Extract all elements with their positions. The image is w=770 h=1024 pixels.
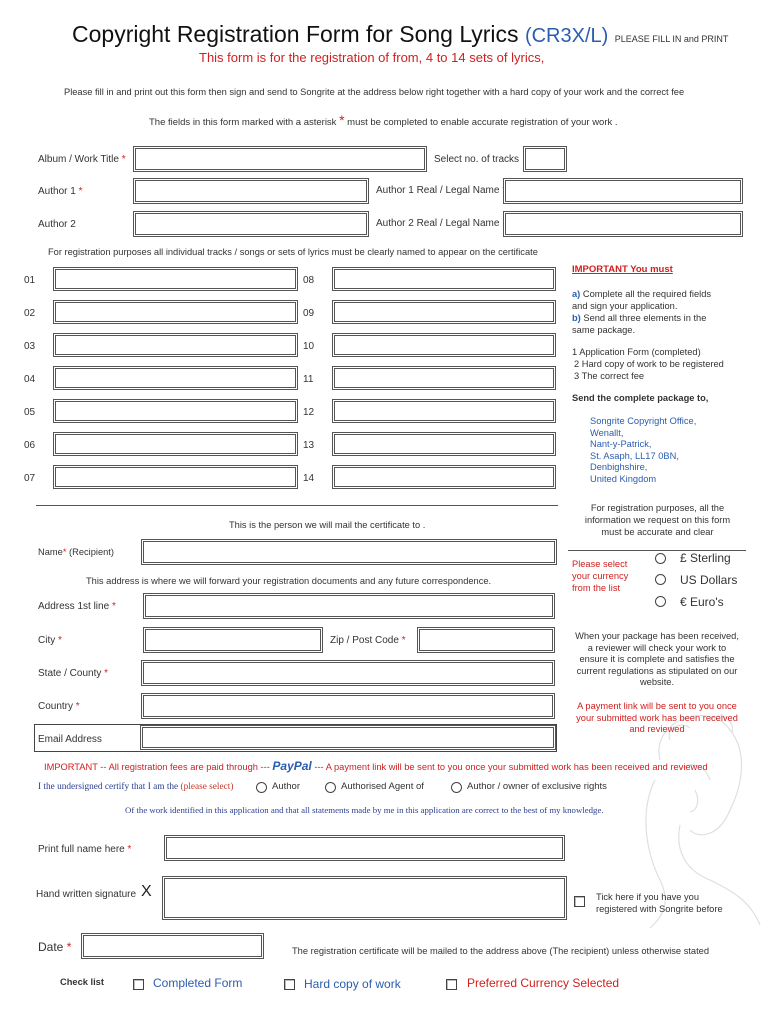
payment-note: IMPORTANT -- All registration fees are paid through --- PayPal --- A payment link will be sent to you once your submitted work has been received and reviewed <box>44 759 708 773</box>
checklist-hard-copy-checkbox[interactable] <box>284 979 295 990</box>
certify-lead: I the undersigned certify that I am the (please select) <box>38 782 234 792</box>
fill-print-note: PLEASE FILL IN and PRINT <box>614 34 729 44</box>
city-label: City * <box>38 635 62 646</box>
track-number-label: 11 <box>303 374 314 385</box>
certificate-mail-note: The registration certificate will be mailed to the address above (The recipient) unless otherwise stated <box>292 946 710 956</box>
asterisk-mark: * <box>339 112 345 128</box>
print-name-label: Print full name here * <box>38 844 132 855</box>
track-number-label: 04 <box>24 374 36 385</box>
registered-before-checkbox[interactable] <box>574 896 585 907</box>
address1-input[interactable] <box>143 593 555 619</box>
name-label: Name* (Recipient) <box>38 547 114 557</box>
zip-label: Zip / Post Code * <box>330 635 406 646</box>
track-title-input[interactable] <box>332 399 556 423</box>
signature-x-mark: X <box>141 883 152 900</box>
accuracy-note: For registration purposes, all the information we request on this form must be accurate and clear <box>584 503 731 537</box>
form-code: (CR3X/L) <box>524 25 609 47</box>
zip-input[interactable] <box>417 627 555 653</box>
section-divider <box>36 505 558 506</box>
package-list <box>572 346 724 382</box>
author2-input[interactable] <box>133 211 369 237</box>
checklist-currency-label: Preferred Currency Selected <box>467 976 620 990</box>
select-tracks-label: Select no. of tracks <box>434 154 520 165</box>
currency-sterling-label: £ Sterling <box>680 551 731 565</box>
certify-author-label: Author <box>272 781 300 792</box>
track-title-input[interactable] <box>332 300 556 324</box>
checklist-completed-form-checkbox[interactable] <box>133 979 144 990</box>
tracks-count-input[interactable] <box>523 146 567 172</box>
track-title-input[interactable] <box>332 267 556 291</box>
track-title-input[interactable] <box>332 366 556 390</box>
track-title-input[interactable] <box>332 432 556 456</box>
intro-line-1: Please fill in and print out this form then sign and send to Songrite at the address below right together with a hard copy of your work and the correct fee <box>64 87 685 97</box>
album-input[interactable] <box>133 146 427 172</box>
currency-euro-radio[interactable] <box>655 596 666 607</box>
track-number-label: 09 <box>303 308 315 319</box>
package-item: 1 Application Form (completed) <box>572 347 701 357</box>
currency-euro-label: € Euro's <box>680 595 724 609</box>
author2-label: Author 2 <box>38 219 76 230</box>
intro-line-2: The fields in this form marked with a asterisk * must be completed to enable accurate registration of your work . <box>149 112 618 128</box>
track-title-input[interactable] <box>53 465 298 489</box>
signature-box[interactable] <box>162 876 567 920</box>
state-label: State / County * <box>38 668 109 679</box>
payment-link-note: A payment link will be sent to you once your submitted work has been received and reviewed <box>576 701 738 735</box>
review-note: When your package has been received, a reviewer will check your work to ensure it is complete and satisfies the current regulations as stipulated on our website. <box>575 631 739 688</box>
track-title-input[interactable] <box>53 300 298 324</box>
checklist-hard-copy-label: Hard copy of work <box>304 977 401 991</box>
paypal-brand: PayPal <box>272 759 312 773</box>
author1-input[interactable] <box>133 178 369 204</box>
author2-real-label: Author 2 Real / Legal Name <box>376 218 500 229</box>
track-number-label: 03 <box>24 341 36 352</box>
track-title-input[interactable] <box>332 465 556 489</box>
track-title-input[interactable] <box>332 333 556 357</box>
date-label: Date * <box>38 940 72 954</box>
track-number-label: 01 <box>24 275 36 286</box>
certify-statement: Of the work identified in this application and that all statements made by me in this application are correct to the best of my knowledge. <box>125 805 604 815</box>
tracks-note: For registration purposes all individual tracks / songs or sets of lyrics must be clearly named to appear on the certificate <box>48 247 538 257</box>
currency-sterling-radio[interactable] <box>655 553 666 564</box>
package-item: 3 The correct fee <box>574 371 645 381</box>
send-heading: Send the complete package to, <box>572 393 709 403</box>
author2-real-input[interactable] <box>503 211 743 237</box>
author1-real-input[interactable] <box>503 178 743 204</box>
author1-real-label: Author 1 Real / Legal Name <box>376 185 500 196</box>
certify-agent-label: Authorised Agent of <box>341 781 424 792</box>
certify-owner-label: Author / owner of exclusive rights <box>467 781 607 792</box>
address-note: This address is where we will forward your registration documents and any future correspondence. <box>86 576 492 586</box>
signature-label: Hand written signature <box>36 889 137 900</box>
author1-label: Author 1 * <box>38 186 83 197</box>
date-input[interactable] <box>81 933 264 959</box>
track-number-label: 12 <box>303 407 315 418</box>
track-number-label: 13 <box>303 440 315 451</box>
recipient-name-input[interactable] <box>141 539 557 565</box>
form-title: Copyright Registration Form for Song Lyrics (CR3X/L) PLEASE FILL IN and PRINT <box>72 21 729 47</box>
album-label: Album / Work Title * <box>38 154 126 165</box>
currency-prompt: Please select your currency from the list <box>572 559 629 593</box>
email-input[interactable] <box>140 725 556 750</box>
certify-owner-radio[interactable] <box>451 782 462 793</box>
mail-note: This is the person we will mail the certificate to . <box>229 520 426 530</box>
track-title-input[interactable] <box>53 366 298 390</box>
checklist-completed-form-label: Completed Form <box>153 976 243 990</box>
track-number-label: 08 <box>303 275 315 286</box>
track-number-label: 02 <box>24 308 36 319</box>
track-title-input[interactable] <box>53 432 298 456</box>
currency-usd-radio[interactable] <box>655 574 666 585</box>
checklist-currency-checkbox[interactable] <box>446 979 457 990</box>
registered-before-label: Tick here if you have you registered with Songrite before <box>596 892 723 914</box>
currency-usd-label: US Dollars <box>680 573 738 587</box>
track-number-label: 10 <box>303 341 315 352</box>
email-label: Email Address <box>38 734 102 745</box>
track-number-label: 06 <box>24 440 36 451</box>
track-title-input[interactable] <box>53 267 298 291</box>
address1-label: Address 1st line * <box>38 601 116 612</box>
office-address: Songrite Copyright Office, Wenallt, Nant-y-Patrick, St. Asaph, LL17 0BN, Denbighshire, United Kingdom <box>590 416 697 484</box>
important-heading: IMPORTANT You must <box>572 264 673 275</box>
form-subtitle: This form is for the registration of from, 4 to 14 sets of lyrics, <box>199 50 545 65</box>
track-number-label: 14 <box>303 473 315 484</box>
certify-agent-radio[interactable] <box>325 782 336 793</box>
country-input[interactable] <box>141 693 555 719</box>
country-label: Country * <box>38 701 80 712</box>
track-number-label: 05 <box>24 407 36 418</box>
package-item: 2 Hard copy of work to be registered <box>574 359 724 369</box>
state-input[interactable] <box>141 660 555 686</box>
track-title-input[interactable] <box>53 399 298 423</box>
track-title-input[interactable] <box>53 333 298 357</box>
instruction-a: a) Complete all the required fields and sign your application. b) Send all three elements in the same package. <box>572 289 712 335</box>
checklist-label: Check list <box>60 977 104 987</box>
track-number-label: 07 <box>24 473 36 484</box>
print-name-input[interactable] <box>164 835 565 861</box>
certify-author-radio[interactable] <box>256 782 267 793</box>
city-input[interactable] <box>143 627 323 653</box>
